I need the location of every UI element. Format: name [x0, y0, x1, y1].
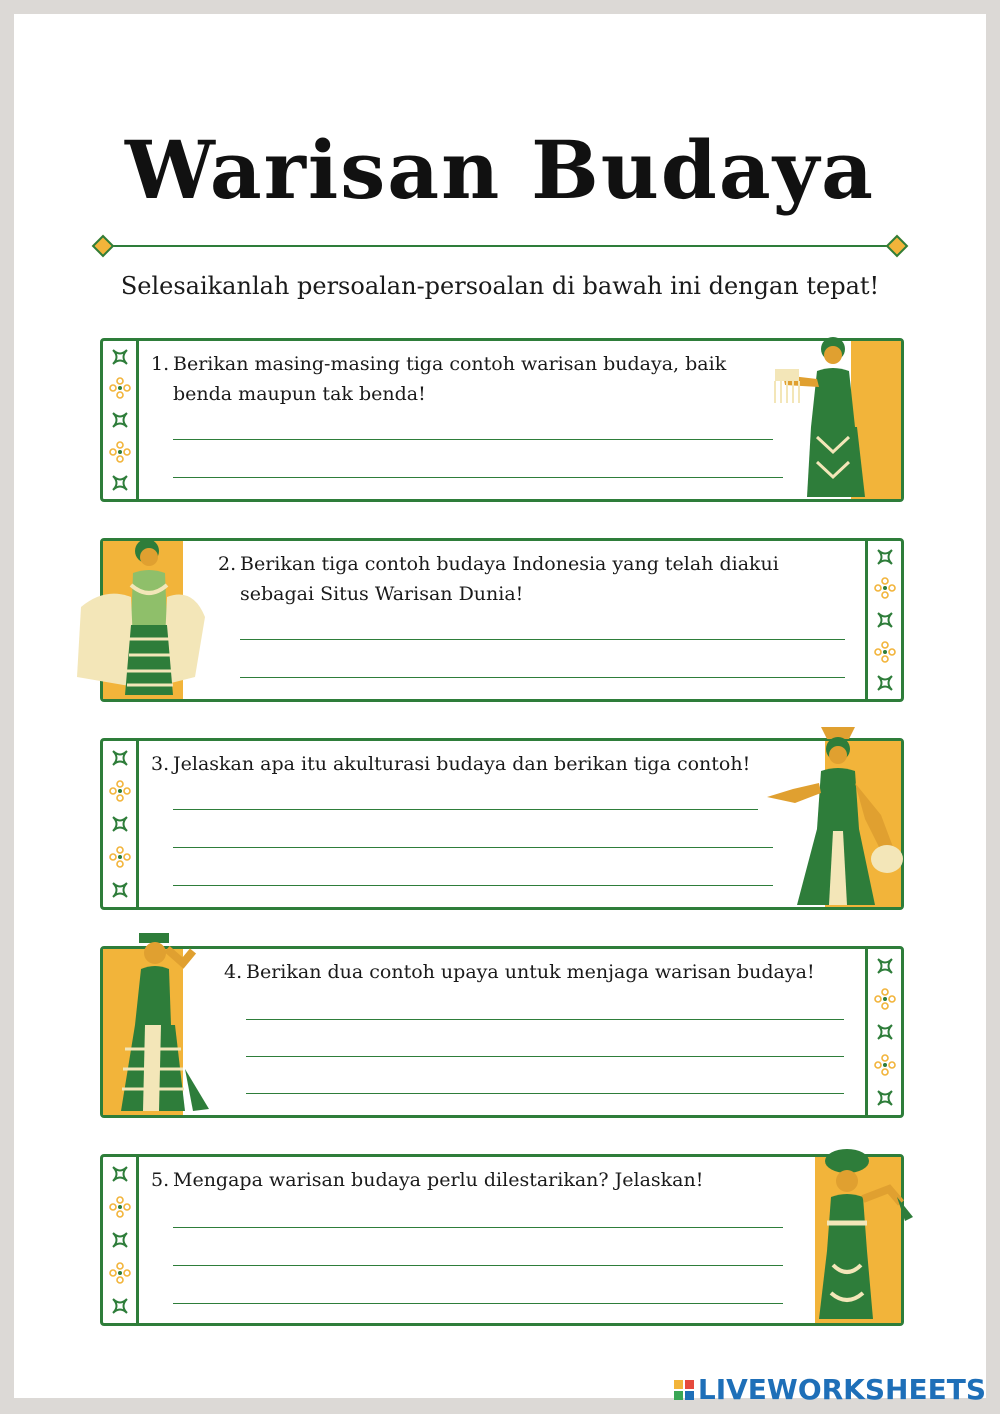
question-number: 5. — [151, 1169, 170, 1191]
answer-line[interactable] — [173, 885, 773, 886]
ornament-cross-icon — [109, 1295, 131, 1317]
question-text — [151, 349, 726, 409]
question-number: 1. — [151, 353, 170, 375]
question-number: 2. — [218, 553, 237, 575]
question-card-2 — [100, 538, 904, 702]
question-number: 3. — [151, 753, 170, 775]
ornament-cross-icon — [874, 546, 896, 568]
answer-line[interactable] — [246, 1019, 844, 1020]
ornament-flower-icon — [109, 441, 131, 463]
ornament-flower-icon — [874, 1054, 896, 1076]
liveworksheets-logo-icon — [674, 1380, 694, 1400]
liveworksheets-brand — [674, 1373, 986, 1406]
question-card-1 — [100, 338, 904, 502]
ornament-strip — [865, 541, 901, 699]
ornament-cross-icon — [109, 747, 131, 769]
ornament-cross-icon — [874, 672, 896, 694]
ornament-flower-icon — [109, 780, 131, 802]
answer-line[interactable] — [173, 809, 758, 810]
ornament-cross-icon — [874, 609, 896, 631]
ornament-strip — [103, 341, 139, 499]
ornament-flower-icon — [874, 577, 896, 599]
ornament-cross-icon — [874, 955, 896, 977]
question-line-2: sebagai Situs Warisan Dunia! — [240, 583, 524, 605]
ornament-strip — [103, 1157, 139, 1323]
page-title: Warisan Budaya — [124, 123, 876, 217]
ornament-cross-icon — [109, 879, 131, 901]
answer-line[interactable] — [173, 477, 783, 478]
answer-line[interactable] — [173, 439, 773, 440]
question-number: 4. — [224, 961, 243, 983]
brand-text: LIVEWORKSHEETS — [697, 1373, 986, 1406]
answer-line[interactable] — [173, 847, 773, 848]
question-card-3 — [100, 738, 904, 910]
ornament-cross-icon — [109, 409, 131, 431]
question-line-1: Jelaskan apa itu akulturasi budaya dan berikan tiga contoh! — [173, 753, 751, 775]
question-text — [224, 957, 815, 987]
ornament-cross-icon — [874, 1087, 896, 1109]
ornament-cross-icon — [109, 1229, 131, 1251]
question-card-4 — [100, 946, 904, 1118]
title-divider — [100, 245, 900, 247]
question-text — [151, 749, 750, 779]
question-line-1: Mengapa warisan budaya perlu dilestarikan? Jelaskan! — [173, 1169, 704, 1191]
ornament-flower-icon — [874, 988, 896, 1010]
ornament-strip — [865, 949, 901, 1115]
answer-line[interactable] — [240, 677, 845, 678]
question-line-1: Berikan masing-masing tiga contoh warisan budaya, baik — [173, 353, 727, 375]
ornament-cross-icon — [109, 346, 131, 368]
answer-line[interactable] — [246, 1093, 844, 1094]
answer-line[interactable] — [173, 1265, 783, 1266]
ornament-flower-icon — [109, 1262, 131, 1284]
instruction-text: Selesaikanlah persoalan-persoalan di bawah ini dengan tepat! — [120, 272, 880, 300]
ornament-flower-icon — [109, 1196, 131, 1218]
answer-line[interactable] — [173, 1227, 783, 1228]
ornament-cross-icon — [109, 1163, 131, 1185]
dancer-illustration — [75, 527, 215, 699]
dancer-illustration — [763, 719, 913, 907]
question-line-2: benda maupun tak benda! — [173, 383, 426, 405]
question-line-1: Berikan dua contoh upaya untuk menjaga warisan budaya! — [246, 961, 815, 983]
ornament-strip — [103, 741, 139, 907]
question-line-1: Berikan tiga contoh budaya Indonesia yang telah diakui — [240, 553, 779, 575]
question-card-5 — [100, 1154, 904, 1326]
dancer-illustration — [105, 929, 221, 1115]
answer-line[interactable] — [240, 639, 845, 640]
question-text — [218, 549, 779, 609]
ornament-cross-icon — [109, 813, 131, 835]
question-text — [151, 1165, 703, 1195]
ornament-flower-icon — [874, 641, 896, 663]
ornament-cross-icon — [874, 1021, 896, 1043]
ornament-flower-icon — [109, 377, 131, 399]
answer-line[interactable] — [173, 1303, 783, 1304]
dancer-illustration — [797, 1147, 917, 1323]
answer-line[interactable] — [246, 1056, 844, 1057]
ornament-flower-icon — [109, 846, 131, 868]
ornament-cross-icon — [109, 472, 131, 494]
dancer-illustration — [773, 327, 893, 499]
